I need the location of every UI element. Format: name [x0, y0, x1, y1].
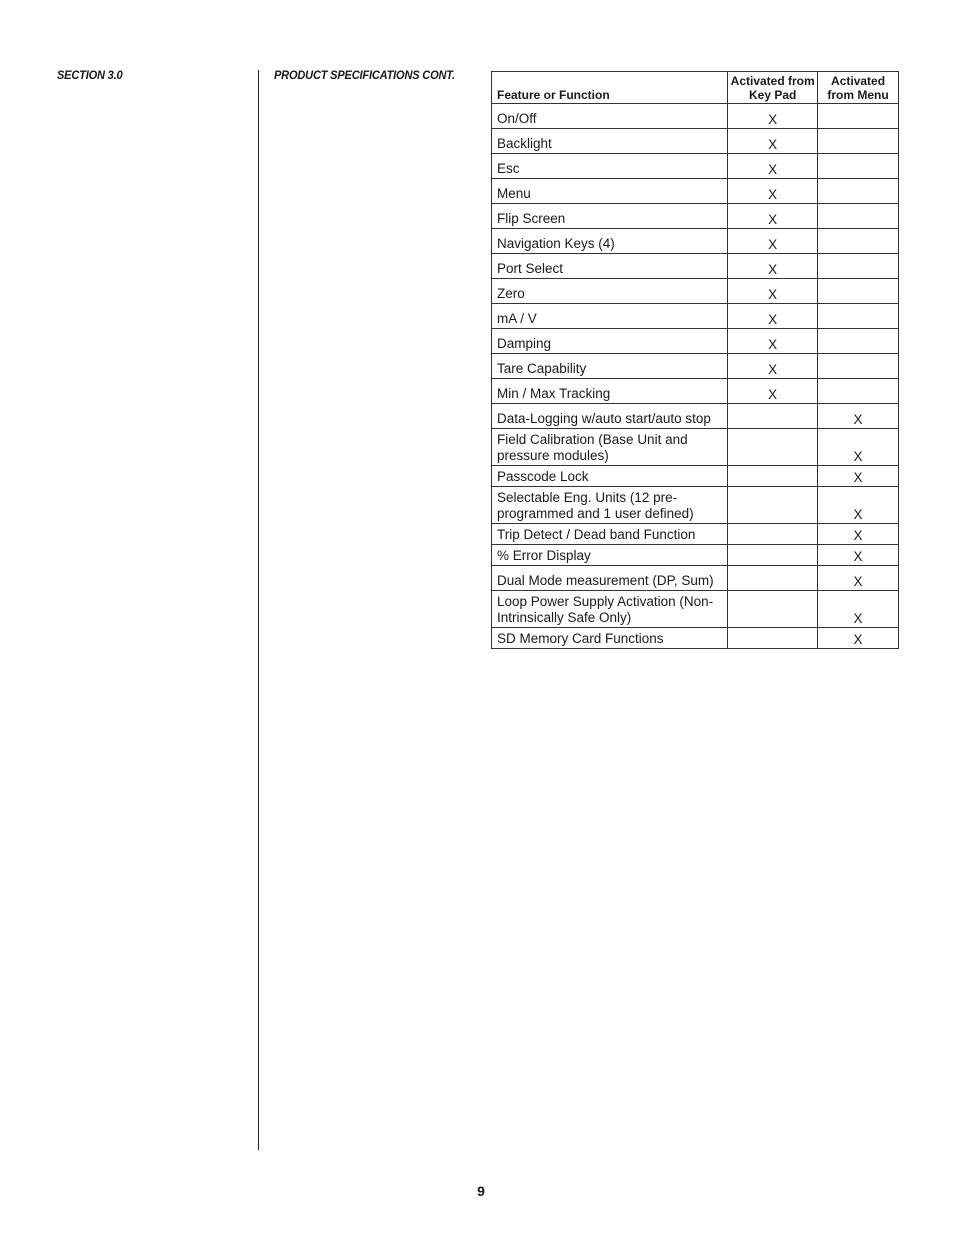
feature-cell: Tare Capability: [492, 354, 728, 379]
menu-cell: [818, 329, 899, 354]
keypad-cell: X: [728, 329, 818, 354]
table-row: [492, 429, 899, 466]
menu-cell: X: [818, 524, 899, 545]
table-row: [492, 524, 899, 545]
table-row: [492, 466, 899, 487]
keypad-cell: X: [728, 104, 818, 129]
feature-cell: Dual Mode measurement (DP, Sum): [492, 566, 728, 591]
table-row: [492, 304, 899, 329]
keypad-cell: X: [728, 129, 818, 154]
keypad-cell: [728, 429, 818, 466]
table-row: [492, 179, 899, 204]
menu-cell: X: [818, 404, 899, 429]
keypad-cell: X: [728, 179, 818, 204]
table-row: [492, 129, 899, 154]
feature-cell: Selectable Eng. Units (12 pre-programmed and 1 user defined): [492, 487, 728, 524]
feature-cell: Trip Detect / Dead band Function: [492, 524, 728, 545]
menu-cell: X: [818, 487, 899, 524]
keypad-cell: [728, 566, 818, 591]
menu-cell: X: [818, 566, 899, 591]
keypad-cell: [728, 591, 818, 628]
table-row: [492, 204, 899, 229]
table-row: [492, 404, 899, 429]
keypad-cell: X: [728, 229, 818, 254]
keypad-cell: [728, 628, 818, 649]
keypad-cell: X: [728, 204, 818, 229]
feature-cell: Data-Logging w/auto start/auto stop: [492, 404, 728, 429]
menu-cell: X: [818, 628, 899, 649]
table-header-row: [492, 72, 899, 104]
table-row: [492, 104, 899, 129]
table-body: [492, 104, 899, 649]
menu-cell: [818, 104, 899, 129]
feature-cell: Damping: [492, 329, 728, 354]
table-row: [492, 566, 899, 591]
feature-cell: % Error Display: [492, 545, 728, 566]
table-row: [492, 487, 899, 524]
menu-cell: [818, 154, 899, 179]
feature-cell: On/Off: [492, 104, 728, 129]
table-row: [492, 229, 899, 254]
keypad-cell: [728, 545, 818, 566]
feature-cell: Navigation Keys (4): [492, 229, 728, 254]
menu-cell: X: [818, 545, 899, 566]
keypad-cell: [728, 404, 818, 429]
feature-cell: Port Select: [492, 254, 728, 279]
menu-cell: [818, 254, 899, 279]
menu-cell: [818, 129, 899, 154]
menu-cell: [818, 279, 899, 304]
feature-cell: Esc: [492, 154, 728, 179]
keypad-cell: [728, 487, 818, 524]
header-feature: Feature or Function: [492, 72, 728, 104]
feature-cell: Passcode Lock: [492, 466, 728, 487]
table-row: [492, 628, 899, 649]
header-keypad: Activated from Key Pad: [728, 72, 818, 104]
keypad-cell: [728, 524, 818, 545]
feature-cell: Zero: [492, 279, 728, 304]
feature-cell: Flip Screen: [492, 204, 728, 229]
keypad-cell: [728, 466, 818, 487]
header-menu: Activated from Menu: [818, 72, 899, 104]
keypad-cell: X: [728, 379, 818, 404]
feature-cell: SD Memory Card Functions: [492, 628, 728, 649]
menu-cell: [818, 204, 899, 229]
menu-cell: [818, 229, 899, 254]
feature-cell: Backlight: [492, 129, 728, 154]
feature-cell: Loop Power Supply Activation (Non-Intrinsically Safe Only): [492, 591, 728, 628]
menu-cell: [818, 179, 899, 204]
keypad-cell: X: [728, 304, 818, 329]
section-title: PRODUCT SPECIFICATIONS CONT.: [274, 68, 455, 82]
feature-cell: Min / Max Tracking: [492, 379, 728, 404]
menu-cell: X: [818, 466, 899, 487]
table-row: [492, 591, 899, 628]
feature-cell: Field Calibration (Base Unit and pressure modules): [492, 429, 728, 466]
keypad-cell: X: [728, 154, 818, 179]
table-row: [492, 354, 899, 379]
menu-cell: [818, 379, 899, 404]
menu-cell: X: [818, 429, 899, 466]
keypad-cell: X: [728, 279, 818, 304]
keypad-cell: X: [728, 254, 818, 279]
table-row: [492, 279, 899, 304]
section-label: SECTION 3.0: [57, 68, 123, 82]
page-number: 9: [477, 1183, 485, 1199]
feature-table: [491, 71, 899, 649]
column-divider: [258, 70, 259, 1150]
table-row: [492, 545, 899, 566]
table-row: [492, 329, 899, 354]
table-row: [492, 379, 899, 404]
keypad-cell: X: [728, 354, 818, 379]
menu-cell: [818, 354, 899, 379]
menu-cell: X: [818, 591, 899, 628]
menu-cell: [818, 304, 899, 329]
feature-cell: Menu: [492, 179, 728, 204]
table-row: [492, 154, 899, 179]
feature-cell: mA / V: [492, 304, 728, 329]
table-row: [492, 254, 899, 279]
